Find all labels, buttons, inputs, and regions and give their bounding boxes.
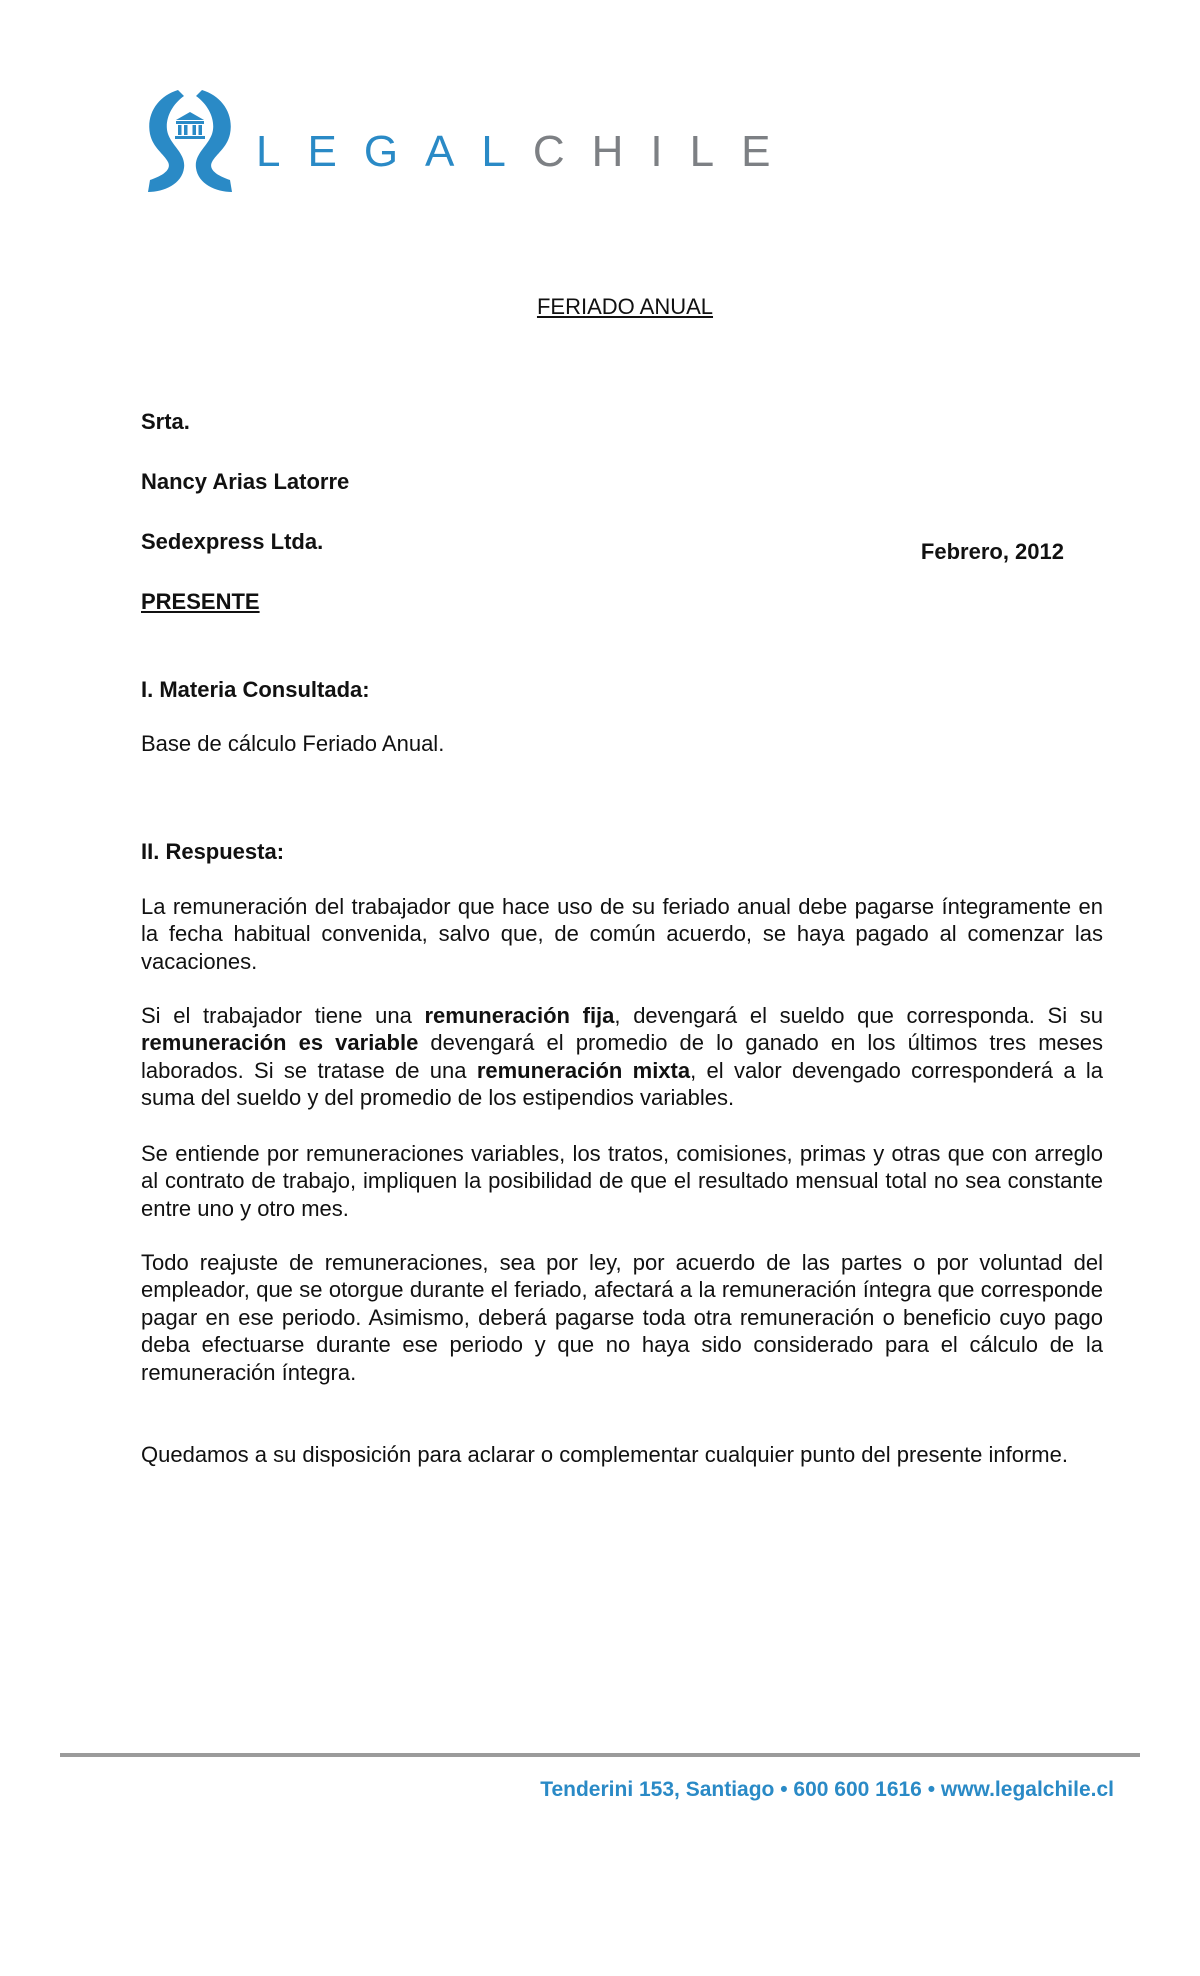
para2-text-1: Si el trabajador tiene una — [141, 1003, 425, 1028]
letter-date: Febrero, 2012 — [920, 539, 1064, 564]
document-title: FERIADO ANUAL — [536, 294, 714, 319]
paragraph-3: Se entiende por remuneraciones variables, los tratos, comisiones, primas y otras que con arreglo al contrato de trabajo, impliquen la posibilidad de que el resultado mensual total no sea constante entre uno y otro mes. — [141, 1141, 1103, 1221]
salutation: Srta. — [141, 409, 190, 434]
paragraph-4: Todo reajuste de remuneraciones, sea por ley, por acuerdo de las partes o por voluntad del empleador, que se otorgue durante el feriado, afectará a la remuneración íntegra que corresponde pagar en ese periodo. Asimismo, deberá pagarse toda otra remuneración o beneficio cuyo pago deba efectuarse durante ese periodo y que no haya sido considerado para el cálculo de la remuneración íntegra. — [141, 1250, 1103, 1385]
para2-text-2: , devengará el sueldo que corresponda. Si su — [614, 1003, 1103, 1028]
section1-heading: I. Materia Consultada: — [141, 677, 370, 702]
presente-label: PRESENTE — [141, 589, 260, 614]
para2-text-3: devengará el promedio de lo ganado en los últimos tres meses laborados. Si se tratase de una — [141, 1030, 1103, 1083]
logo-word-legal: LEGAL — [256, 127, 533, 176]
footer-divider — [60, 1753, 1140, 1757]
legalchile-logo — [144, 88, 798, 198]
logo-wordmark — [256, 127, 798, 176]
recipient-company: Sedexpress Ltda. — [141, 529, 324, 554]
section1-text: Base de cálculo Feriado Anual. — [141, 731, 445, 756]
closing-paragraph: Quedamos a su disposición para aclarar o complementar cualquier punto del presente informe. — [141, 1442, 1068, 1467]
paragraph-1: La remuneración del trabajador que hace uso de su feriado anual debe pagarse íntegramente en la fecha habitual convenida, salvo que, de común acuerdo, se haya pagado al comenzar las vacaciones. — [141, 894, 1103, 974]
section2-heading: II. Respuesta: — [141, 839, 285, 864]
para2-bold-mixta: remuneración mixta — [476, 1057, 691, 1083]
logo-word-chile: CHILE — [532, 127, 798, 176]
footer-contact: Tenderini 153, Santiago • 600 600 1616 • www.legalchile.cl — [540, 1778, 1114, 1801]
recipient-name: Nancy Arias Latorre — [141, 469, 350, 494]
paragraph-2 — [141, 1002, 1103, 1112]
legalchile-emblem-icon — [144, 88, 236, 194]
para2-text-4: , el valor devengado corresponderá a la suma del sueldo y del promedio de los estipendios variables. — [141, 1057, 1103, 1111]
para2-bold-variable: remuneración es variable — [141, 1030, 419, 1056]
para2-bold-fija: remuneración fija — [424, 1003, 615, 1028]
